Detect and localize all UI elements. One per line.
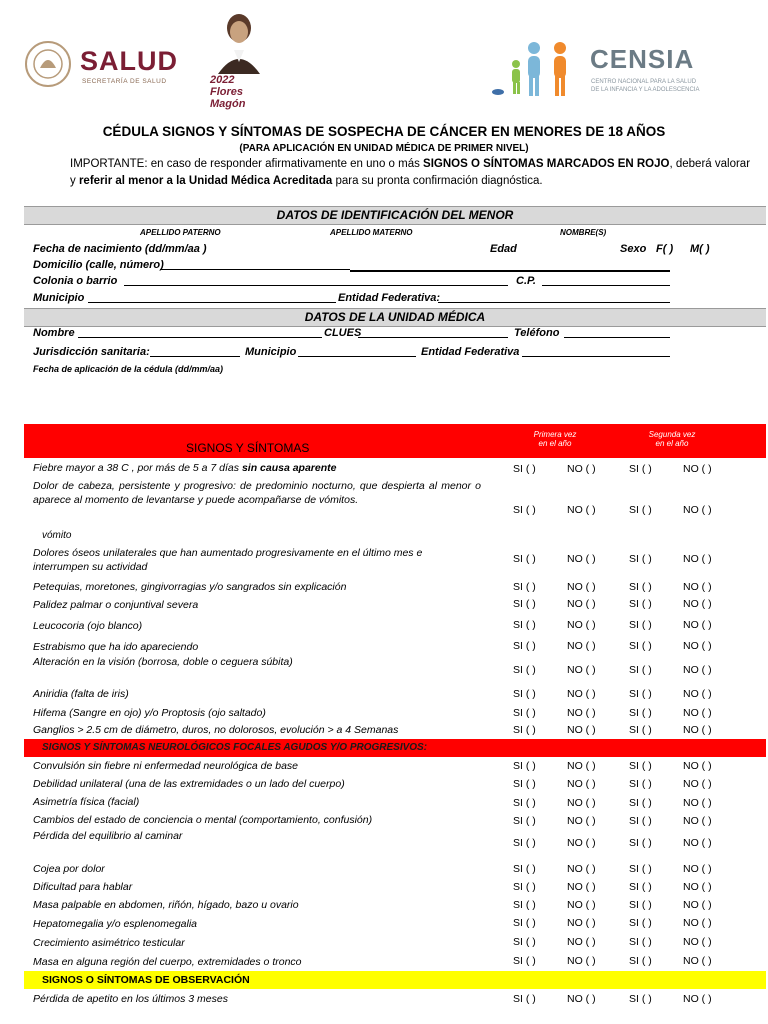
no-option-primera[interactable]: NO ( ) (567, 760, 596, 772)
neuro-row-3-label: Cambios del estado de conciencia o mental (comportamiento, confusión) (33, 814, 373, 826)
si-option-segunda[interactable]: SI ( ) (629, 664, 652, 676)
important-text: , deberá valorar (669, 158, 751, 170)
si-option-segunda[interactable]: SI ( ) (629, 553, 652, 565)
censia-brand: CENSIA (590, 44, 695, 74)
input-entidad[interactable] (438, 292, 670, 303)
no-option-primera[interactable]: NO ( ) (567, 724, 596, 736)
no-option-primera[interactable]: NO ( ) (567, 863, 596, 875)
neuro-row-10-label: Masa en alguna región del cuerpo, extremidades o tronco (33, 956, 302, 968)
si-option-primera[interactable]: SI ( ) (513, 598, 536, 610)
no-option-primera[interactable]: NO ( ) (567, 619, 596, 631)
col-primera-vez-line1: Primera vez (533, 430, 577, 439)
observation-header-title: SIGNOS O SÍNTOMAS DE OBSERVACIÓN (42, 974, 250, 986)
symptom-row-9-label: Hifema (Sangre en ojo) y/o Proptosis (ojo saltado) (33, 707, 266, 719)
col-segunda-vez-line1: Segunda vez (648, 430, 696, 439)
label-nombre-unidad: Nombre (33, 327, 75, 339)
input-telefono[interactable] (564, 327, 670, 338)
neuro-row-5-label: Cojea por dolor (33, 863, 105, 875)
label-municipio: Municipio (33, 292, 85, 304)
mexico-seal-icon (24, 38, 72, 90)
censia-subtitle-line1: CENTRO NACIONAL PARA LA SALUD (591, 79, 697, 85)
neuro-row-7-label: Masa palpable en abdomen, riñón, hígado, bazo u ovario (33, 899, 299, 911)
neuro-row-2-label: Asimetría física (facial) (33, 796, 140, 808)
flores-magon-portrait-icon (208, 10, 270, 74)
no-option-primera[interactable]: NO ( ) (567, 936, 596, 948)
label-cp: C.P. (516, 275, 536, 287)
si-option-segunda[interactable]: SI ( ) (629, 619, 652, 631)
symptom-row-0-label (33, 461, 493, 475)
salud-subtitle: SECRETARÍA DE SALUD (82, 78, 167, 85)
symptom-row-2-label: Dolores óseos unilaterales que han aumentado progresivamente en el último mes e interrumpen su actividad (33, 547, 423, 573)
checkbox-sexo-f[interactable]: F( ) (656, 243, 674, 255)
si-option-primera[interactable]: SI ( ) (513, 778, 536, 790)
si-option-segunda[interactable]: SI ( ) (629, 724, 652, 736)
checkbox-sexo-m[interactable]: M( ) (690, 243, 710, 255)
symptom-row-3-label: Petequias, moretones, gingivorragias y/o sangrados sin explicación (33, 581, 347, 593)
label-nombres: NOMBRE(S) (560, 228, 607, 237)
no-option-segunda[interactable]: NO ( ) (683, 504, 712, 516)
symptom-row-4-label: Palidez palmar o conjuntival severa (33, 599, 199, 611)
symptom-row-1-extra: vómito (42, 530, 72, 541)
si-option-primera[interactable]: SI ( ) (513, 936, 536, 948)
censia-subtitle-line2: DE LA INFANCIA Y LA ADOLESCENCIA (591, 87, 700, 93)
neuro-row-4-label: Pérdida del equilibrio al caminar (33, 830, 183, 842)
no-option-primera[interactable]: NO ( ) (567, 881, 596, 893)
label-colonia: Colonia o barrio (33, 275, 118, 287)
no-option-segunda[interactable]: NO ( ) (683, 917, 712, 929)
si-option-segunda[interactable]: SI ( ) (629, 917, 652, 929)
si-option-segunda[interactable]: SI ( ) (629, 955, 652, 967)
no-option-primera[interactable]: NO ( ) (567, 581, 596, 593)
si-option-primera[interactable]: SI ( ) (513, 993, 536, 1005)
symptom-row-6-label: Estrabismo que ha ido apareciendo (33, 641, 199, 653)
no-option-primera[interactable]: NO ( ) (567, 815, 596, 827)
no-option-segunda[interactable]: NO ( ) (683, 707, 712, 719)
label-municipio-unidad: Municipio (245, 346, 297, 358)
no-option-primera[interactable]: NO ( ) (567, 640, 596, 652)
si-option-primera[interactable]: SI ( ) (513, 837, 536, 849)
censia-logo (488, 38, 728, 100)
no-option-segunda[interactable]: NO ( ) (683, 640, 712, 652)
no-option-segunda[interactable]: NO ( ) (683, 619, 712, 631)
salud-logo (24, 38, 194, 90)
label-entidad: Entidad Federativa: (338, 292, 441, 304)
si-option-segunda[interactable]: SI ( ) (629, 797, 652, 809)
neuro-header-title: SIGNOS Y SÍNTOMAS NEUROLÓGICOS FOCALES AGUDOS Y/O PROGRESIVOS: (42, 742, 428, 753)
no-option-segunda[interactable]: NO ( ) (683, 778, 712, 790)
label-entidad-unidad: Entidad Federativa (421, 346, 520, 358)
si-option-segunda[interactable]: SI ( ) (629, 778, 652, 790)
si-option-segunda[interactable]: SI ( ) (629, 899, 652, 911)
important-text: para su pronta confirmación diagnóstica. (332, 175, 543, 187)
symptom-row-8-label: Aniridia (falta de iris) (33, 688, 129, 700)
input-jurisdiccion[interactable] (150, 346, 240, 357)
important-bold-red-signs: SIGNOS O SÍNTOMAS MARCADOS EN ROJO (423, 158, 670, 170)
input-cp[interactable] (542, 275, 670, 286)
no-option-primera[interactable]: NO ( ) (567, 463, 596, 475)
no-option-primera[interactable]: NO ( ) (567, 664, 596, 676)
no-option-segunda[interactable]: NO ( ) (683, 664, 712, 676)
no-option-segunda[interactable]: NO ( ) (683, 760, 712, 772)
si-option-segunda[interactable]: SI ( ) (629, 881, 652, 893)
important-bold-referral: referir al menor a la Unidad Médica Acreditada (78, 175, 333, 187)
year-2022-logo (208, 10, 270, 110)
document-title: CÉDULA SIGNOS Y SÍNTOMAS DE SOSPECHA DE CÁNCER EN MENORES DE 18 AÑOS (102, 124, 666, 139)
label-domicilio: Domicilio (calle, número) (33, 259, 164, 271)
si-option-primera[interactable]: SI ( ) (513, 724, 536, 736)
no-option-segunda[interactable]: NO ( ) (683, 815, 712, 827)
label-apellido-paterno: APELLIDO PATERNO (140, 228, 221, 237)
important-text: y (70, 175, 79, 187)
si-option-primera[interactable]: SI ( ) (513, 899, 536, 911)
no-option-primera[interactable]: NO ( ) (567, 598, 596, 610)
no-option-primera[interactable]: NO ( ) (567, 993, 596, 1005)
field-fecha-nacimiento[interactable]: Fecha de nacimiento (dd/mm/aa ) (33, 243, 207, 255)
important-notice-line1 (70, 156, 760, 172)
si-option-segunda[interactable]: SI ( ) (629, 598, 652, 610)
no-option-segunda[interactable]: NO ( ) (683, 724, 712, 736)
input-domicilio-2[interactable] (350, 270, 670, 272)
si-option-segunda[interactable]: SI ( ) (629, 863, 652, 875)
input-municipio[interactable] (88, 292, 336, 303)
col-segunda-vez-line2: en el año (655, 439, 689, 448)
no-option-segunda[interactable]: NO ( ) (683, 581, 712, 593)
field-fecha-aplicacion[interactable]: Fecha de aplicación de la cédula (dd/mm/aa) (33, 364, 224, 374)
symptom-row-7-label: Alteración en la visión (borrosa, doble o ceguera súbita) (33, 656, 293, 668)
si-option-segunda[interactable]: SI ( ) (629, 707, 652, 719)
si-option-segunda[interactable]: SI ( ) (629, 936, 652, 948)
col-primera-vez-line2: en el año (538, 439, 572, 448)
si-option-segunda[interactable]: SI ( ) (629, 688, 652, 700)
no-option-segunda[interactable]: NO ( ) (683, 553, 712, 565)
label-apellido-materno: APELLIDO MATERNO (330, 228, 413, 237)
no-option-segunda[interactable]: NO ( ) (683, 837, 712, 849)
col-segunda-vez (637, 430, 707, 448)
neuro-row-0-label: Convulsión sin fiebre ni enfermedad neurológica de base (33, 760, 299, 772)
input-domicilio-1[interactable] (160, 259, 350, 270)
si-option-primera[interactable]: SI ( ) (513, 619, 536, 631)
year-2022-text: 2022 Flores Magón (210, 74, 246, 110)
si-option-primera[interactable]: SI ( ) (513, 553, 536, 565)
input-nombre-unidad[interactable] (78, 327, 322, 338)
no-option-segunda[interactable]: NO ( ) (683, 899, 712, 911)
no-option-segunda[interactable]: NO ( ) (683, 993, 712, 1005)
si-option-segunda[interactable]: SI ( ) (629, 760, 652, 772)
section-unidad-header: DATOS DE LA UNIDAD MÉDICA (24, 308, 766, 327)
neuro-row-9-label: Crecimiento asimétrico testicular (33, 937, 185, 949)
no-option-primera[interactable]: NO ( ) (567, 688, 596, 700)
neuro-row-8-label: Hepatomegalia y/o esplenomegalia (33, 918, 198, 930)
label-telefono: Teléfono (514, 327, 560, 339)
no-option-segunda[interactable]: NO ( ) (683, 881, 712, 893)
si-option-segunda[interactable]: SI ( ) (629, 504, 652, 516)
salud-brand: SALUD (80, 46, 178, 76)
si-option-primera[interactable]: SI ( ) (513, 881, 536, 893)
label-sexo: Sexo (620, 243, 647, 255)
input-municipio-unidad[interactable] (298, 346, 416, 357)
no-option-primera[interactable]: NO ( ) (567, 707, 596, 719)
symptom-text: Fiebre mayor a 38 C , por más de 5 a 7 días (33, 462, 242, 474)
symptom-row-5-label: Leucocoria (ojo blanco) (33, 620, 143, 632)
no-option-primera[interactable]: NO ( ) (567, 504, 596, 516)
si-option-primera[interactable]: SI ( ) (513, 917, 536, 929)
censia-subtitle (591, 78, 700, 94)
no-option-primera[interactable]: NO ( ) (567, 797, 596, 809)
section-menor-header: DATOS DE IDENTIFICACIÓN DEL MENOR (24, 206, 766, 225)
no-option-segunda[interactable]: NO ( ) (683, 688, 712, 700)
important-notice-line2 (70, 173, 760, 189)
neuro-row-6-label: Dificultad para hablar (33, 881, 133, 893)
no-option-primera[interactable]: NO ( ) (567, 553, 596, 565)
symptom-row-10-label: Ganglios > 2.5 cm de diámetro, duros, no dolorosos, evolución > a 4 Semanas (33, 724, 399, 736)
observation-row-0-label: Pérdida de apetito en los últimos 3 meses (33, 993, 228, 1005)
no-option-primera[interactable]: NO ( ) (567, 778, 596, 790)
censia-family-icon (488, 38, 588, 100)
si-option-segunda[interactable]: SI ( ) (629, 815, 652, 827)
no-option-segunda[interactable]: NO ( ) (683, 863, 712, 875)
important-text: IMPORTANTE: en caso de responder afirmativamente en uno o más (70, 158, 424, 170)
si-option-segunda[interactable]: SI ( ) (629, 640, 652, 652)
si-option-primera[interactable]: SI ( ) (513, 581, 536, 593)
field-edad[interactable]: Edad (490, 243, 517, 255)
input-entidad-unidad[interactable] (522, 346, 670, 357)
si-option-primera[interactable]: SI ( ) (513, 955, 536, 967)
symptoms-header-title: SIGNOS Y SÍNTOMAS (186, 441, 310, 455)
no-option-segunda[interactable]: NO ( ) (683, 936, 712, 948)
neuro-row-1-label: Debilidad unilateral (una de las extremidades o un lado del cuerpo) (33, 778, 345, 790)
si-option-segunda[interactable]: SI ( ) (629, 581, 652, 593)
si-option-primera[interactable]: SI ( ) (513, 463, 536, 475)
si-option-primera[interactable]: SI ( ) (513, 707, 536, 719)
no-option-primera[interactable]: NO ( ) (567, 837, 596, 849)
si-option-primera[interactable]: SI ( ) (513, 688, 536, 700)
si-option-primera[interactable]: SI ( ) (513, 760, 536, 772)
input-colonia[interactable] (124, 275, 508, 286)
no-option-segunda[interactable]: NO ( ) (683, 463, 712, 475)
si-option-primera[interactable]: SI ( ) (513, 815, 536, 827)
no-option-segunda[interactable]: NO ( ) (683, 598, 712, 610)
document-subtitle: (PARA APLICACIÓN EN UNIDAD MÉDICA DE PRIMER NIVEL) (239, 143, 529, 154)
no-option-segunda[interactable]: NO ( ) (683, 797, 712, 809)
no-option-primera[interactable]: NO ( ) (567, 955, 596, 967)
si-option-primera[interactable]: SI ( ) (513, 504, 536, 516)
si-option-segunda[interactable]: SI ( ) (629, 837, 652, 849)
no-option-primera[interactable]: NO ( ) (567, 917, 596, 929)
si-option-primera[interactable]: SI ( ) (513, 664, 536, 676)
si-option-segunda[interactable]: SI ( ) (629, 993, 652, 1005)
si-option-segunda[interactable]: SI ( ) (629, 463, 652, 475)
si-option-primera[interactable]: SI ( ) (513, 863, 536, 875)
label-jurisdiccion: Jurisdicción sanitaria: (33, 346, 150, 358)
symptom-bold-text: sin causa aparente (241, 462, 337, 474)
no-option-primera[interactable]: NO ( ) (567, 899, 596, 911)
si-option-primera[interactable]: SI ( ) (513, 640, 536, 652)
input-clues[interactable] (358, 327, 508, 338)
si-option-primera[interactable]: SI ( ) (513, 797, 536, 809)
col-primera-vez (520, 430, 590, 448)
label-clues: CLUES (324, 327, 362, 339)
no-option-segunda[interactable]: NO ( ) (683, 955, 712, 967)
symptom-row-1-label: Dolor de cabeza, persistente y progresivo: de predominio nocturno, que despierta al menor o aparece al momento de levantarse y puede acompañarse de vómitos. (33, 480, 481, 506)
